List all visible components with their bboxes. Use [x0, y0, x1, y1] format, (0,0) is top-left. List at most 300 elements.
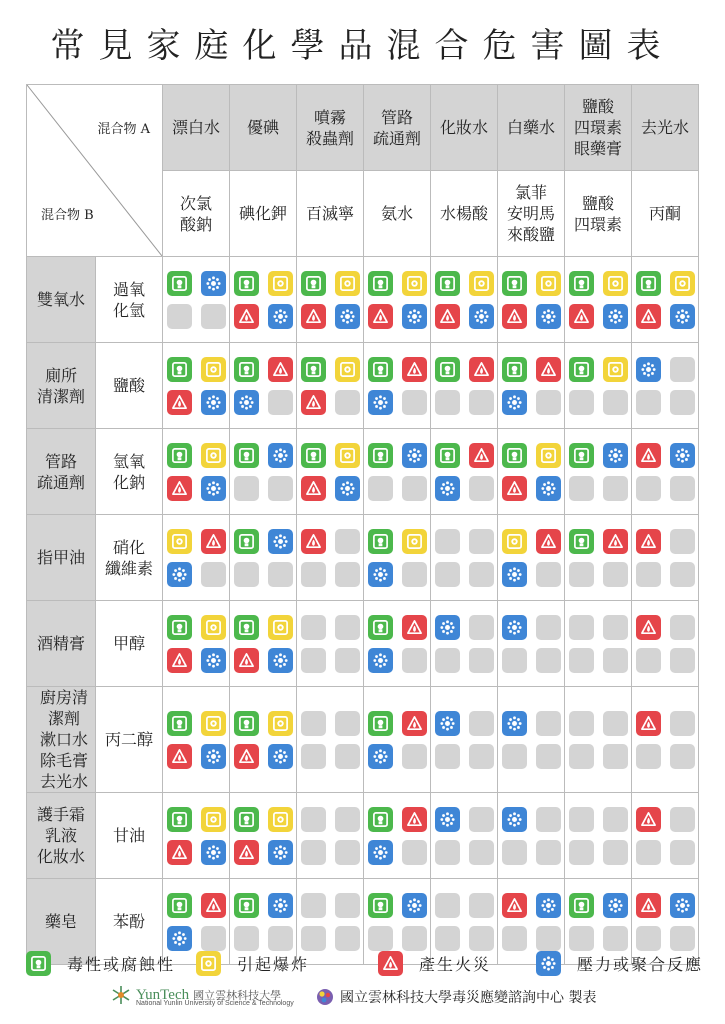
fire-icon: [402, 615, 427, 640]
column-product-2: [297, 85, 364, 171]
column-chemical-4: [431, 171, 498, 257]
toxic-icon: [569, 357, 594, 382]
fire-icon: [268, 357, 293, 382]
empty-slot: [435, 390, 460, 415]
row-product-5: [27, 687, 96, 793]
toxic-icon: [435, 443, 460, 468]
column-product-7: [632, 85, 699, 171]
hazard-cell: [230, 257, 297, 343]
empty-slot: [167, 304, 192, 329]
explosion-icon: [201, 711, 226, 736]
empty-slot: [636, 744, 661, 769]
empty-slot: [502, 926, 527, 951]
explosion-icon: [502, 529, 527, 554]
legend-item-explosion: [196, 951, 309, 976]
hazard-icon-group: [498, 893, 564, 951]
hazard-cell: [297, 429, 364, 515]
hazard-icon-group: [565, 357, 631, 415]
column-product-5-label: 白藥水: [506, 118, 555, 137]
column-product-0: [163, 85, 230, 171]
mixture-a-label: 混合物 A: [97, 122, 150, 137]
hazard-cell: [498, 515, 565, 601]
hazard-icon-group: [498, 711, 564, 769]
pressure-icon: [636, 357, 661, 382]
hazard-cell: [565, 793, 632, 879]
empty-slot: [670, 840, 695, 865]
row-product-4: [27, 601, 96, 687]
column-chemical-4-label: 水楊酸: [439, 204, 488, 223]
column-product-6: [565, 85, 632, 171]
toxic-icon: [569, 271, 594, 296]
empty-slot: [268, 926, 293, 951]
pressure-icon: [201, 648, 226, 673]
empty-slot: [335, 529, 360, 554]
yuntech-emblem-icon: [110, 984, 132, 1006]
hazard-cell: [297, 793, 364, 879]
empty-slot: [335, 562, 360, 587]
empty-slot: [536, 840, 561, 865]
empty-slot: [670, 807, 695, 832]
table-row: [27, 687, 699, 793]
empty-slot: [670, 562, 695, 587]
empty-slot: [603, 840, 628, 865]
empty-slot: [502, 648, 527, 673]
diagonal-divider: [27, 85, 162, 256]
fire-icon: [435, 304, 460, 329]
toxic-icon: [26, 951, 51, 976]
pressure-icon: [402, 443, 427, 468]
empty-slot: [469, 711, 494, 736]
hazard-cell: [431, 793, 498, 879]
empty-slot: [502, 744, 527, 769]
hazard-icon-group: [498, 807, 564, 865]
hazard-icon-group: [163, 893, 229, 951]
yuntech-name: 國立雲林科技大學: [193, 989, 282, 1002]
hazard-cell: [431, 257, 498, 343]
empty-slot: [636, 562, 661, 587]
row-chemical-1-label: 鹽酸: [112, 376, 145, 395]
hazard-cell: [498, 343, 565, 429]
hazard-cell: [230, 793, 297, 879]
hazard-icon-group: [297, 807, 363, 865]
empty-slot: [536, 807, 561, 832]
hazard-table: [26, 84, 699, 965]
empty-slot: [335, 648, 360, 673]
hazard-cell: [230, 601, 297, 687]
empty-slot: [335, 840, 360, 865]
hazard-cell: [498, 601, 565, 687]
row-chemical-0-label: 過氧 化氫: [112, 279, 145, 320]
toxic-icon: [435, 357, 460, 382]
fire-icon: [636, 615, 661, 640]
hazard-icon-group: [230, 357, 296, 415]
hazard-cell: [364, 687, 431, 793]
column-chemical-3-label: 氨水: [380, 204, 413, 223]
column-product-2-label: 噴霧 殺蟲劑: [305, 107, 354, 148]
hazard-icon-group: [431, 529, 497, 587]
legend-label: 壓力或聚合反應: [577, 955, 704, 974]
empty-slot: [402, 648, 427, 673]
empty-slot: [536, 615, 561, 640]
hazard-icon-group: [297, 271, 363, 329]
empty-slot: [301, 893, 326, 918]
column-product-0-label: 漂白水: [171, 118, 220, 137]
toxic-icon: [502, 357, 527, 382]
toxic-icon: [435, 271, 460, 296]
empty-slot: [402, 476, 427, 501]
hazard-cell: [163, 793, 230, 879]
empty-slot: [301, 926, 326, 951]
fire-icon: [167, 744, 192, 769]
center-credit: [316, 987, 596, 1007]
hazard-icon-group: [565, 893, 631, 951]
hazard-icon-group: [230, 807, 296, 865]
empty-slot: [636, 476, 661, 501]
hazard-icon-group: [632, 443, 698, 501]
empty-slot: [234, 476, 259, 501]
empty-slot: [301, 807, 326, 832]
explosion-icon: [196, 951, 221, 976]
fire-icon: [603, 529, 628, 554]
hazard-cell: [498, 257, 565, 343]
hazard-icon-group: [364, 271, 430, 329]
pressure-icon: [536, 304, 561, 329]
pressure-icon: [502, 711, 527, 736]
page-title: 常見家庭化學品混合危害圖表: [50, 26, 675, 66]
hazard-icon-group: [565, 271, 631, 329]
toxic-icon: [234, 807, 259, 832]
fire-icon: [636, 443, 661, 468]
pressure-icon: [435, 476, 460, 501]
toxic-icon: [569, 529, 594, 554]
pressure-icon: [167, 562, 192, 587]
empty-slot: [603, 648, 628, 673]
fire-icon: [234, 840, 259, 865]
hazard-cell: [632, 257, 699, 343]
hazard-cell: [364, 343, 431, 429]
empty-slot: [670, 648, 695, 673]
hazard-icon-group: [498, 357, 564, 415]
fire-icon: [636, 304, 661, 329]
empty-slot: [335, 615, 360, 640]
fire-icon: [636, 807, 661, 832]
pressure-icon: [167, 926, 192, 951]
toxic-icon: [636, 271, 661, 296]
explosion-icon: [536, 443, 561, 468]
empty-slot: [569, 807, 594, 832]
hazard-cell: [163, 601, 230, 687]
row-product-6: [27, 793, 96, 879]
row-product-6-label: 護手霜 乳液 化妝水: [36, 805, 85, 866]
hazard-icon-group: [163, 529, 229, 587]
pressure-icon: [335, 304, 360, 329]
hazard-icon-group: [632, 271, 698, 329]
legend: [26, 951, 706, 977]
table-row: [27, 793, 699, 879]
empty-slot: [469, 529, 494, 554]
empty-slot: [670, 615, 695, 640]
pressure-icon: [502, 807, 527, 832]
fire-icon: [402, 357, 427, 382]
hazard-cell: [230, 515, 297, 601]
empty-slot: [569, 562, 594, 587]
legend-label: 產生火災: [419, 955, 492, 974]
empty-slot: [670, 711, 695, 736]
hazard-icon-group: [632, 529, 698, 587]
empty-slot: [603, 562, 628, 587]
column-chemical-0-label: 次氯 酸鈉: [179, 193, 212, 234]
hazard-cell: [297, 601, 364, 687]
column-chemical-5: [498, 171, 565, 257]
table-row: [27, 601, 699, 687]
row-product-3: [27, 515, 96, 601]
hazard-icon-group: [364, 357, 430, 415]
hazard-icon-group: [230, 893, 296, 951]
hazard-cell: [364, 257, 431, 343]
hazard-icon-group: [230, 711, 296, 769]
toxic-icon: [167, 615, 192, 640]
hazard-cell: [431, 515, 498, 601]
row-chemical-5: [96, 687, 163, 793]
column-product-1: [230, 85, 297, 171]
toxic-icon: [167, 807, 192, 832]
yuntech-english: National Yunlin University of Science & Technology: [136, 1000, 294, 1007]
hazard-cell: [431, 687, 498, 793]
explosion-icon: [268, 615, 293, 640]
fire-icon: [234, 648, 259, 673]
empty-slot: [636, 648, 661, 673]
empty-slot: [301, 562, 326, 587]
empty-slot: [569, 711, 594, 736]
pressure-icon: [335, 476, 360, 501]
hazard-icon-group: [431, 711, 497, 769]
toxic-icon: [569, 443, 594, 468]
empty-slot: [435, 648, 460, 673]
column-product-3-label: 管路 疏通劑: [372, 107, 421, 148]
empty-slot: [569, 390, 594, 415]
hazard-cell: [565, 515, 632, 601]
empty-slot: [536, 926, 561, 951]
pressure-icon: [268, 648, 293, 673]
row-product-0: [27, 257, 96, 343]
fire-icon: [234, 744, 259, 769]
pressure-icon: [402, 893, 427, 918]
pressure-icon: [670, 443, 695, 468]
empty-slot: [569, 648, 594, 673]
hazard-cell: [230, 687, 297, 793]
toxic-icon: [301, 271, 326, 296]
pressure-icon: [603, 893, 628, 918]
legend-item-toxic: [26, 951, 175, 976]
toxic-icon: [368, 711, 393, 736]
empty-slot: [536, 711, 561, 736]
row-chemical-5-label: 丙二醇: [104, 730, 153, 749]
row-product-2: [27, 429, 96, 515]
hazard-icon-group: [565, 443, 631, 501]
fire-icon: [569, 304, 594, 329]
pressure-icon: [670, 304, 695, 329]
hazard-icon-group: [565, 807, 631, 865]
empty-slot: [402, 840, 427, 865]
pressure-icon: [603, 304, 628, 329]
hazard-cell: [565, 257, 632, 343]
hazard-icon-group: [498, 529, 564, 587]
pressure-icon: [502, 615, 527, 640]
empty-slot: [268, 476, 293, 501]
row-chemical-4-label: 甲醇: [112, 634, 145, 653]
hazard-icon-group: [163, 271, 229, 329]
column-chemical-0: [163, 171, 230, 257]
hazard-cell: [632, 343, 699, 429]
hazard-icon-group: [163, 807, 229, 865]
empty-slot: [569, 476, 594, 501]
empty-slot: [268, 390, 293, 415]
empty-slot: [301, 615, 326, 640]
explosion-icon: [268, 711, 293, 736]
pressure-icon: [201, 840, 226, 865]
pressure-icon: [536, 893, 561, 918]
yuntech-logo: [110, 984, 294, 1007]
toxic-icon: [368, 893, 393, 918]
empty-slot: [469, 390, 494, 415]
column-chemical-1: [230, 171, 297, 257]
pressure-icon: [268, 840, 293, 865]
column-product-7-label: 去光水: [640, 118, 689, 137]
empty-slot: [670, 390, 695, 415]
hazard-icon-group: [498, 615, 564, 673]
empty-slot: [201, 562, 226, 587]
empty-slot: [636, 840, 661, 865]
row-product-7-label: 藥皂: [44, 912, 77, 931]
hazard-icon-group: [297, 615, 363, 673]
hazard-cell: [498, 687, 565, 793]
empty-slot: [502, 840, 527, 865]
hazard-cell: [297, 687, 364, 793]
hazard-icon-group: [364, 615, 430, 673]
row-chemical-7-label: 苯酚: [112, 912, 145, 931]
empty-slot: [569, 615, 594, 640]
pressure-icon: [536, 951, 561, 976]
hazard-cell: [431, 343, 498, 429]
pressure-icon: [368, 744, 393, 769]
hazard-cell: [565, 343, 632, 429]
hazard-cell: [498, 429, 565, 515]
empty-slot: [435, 744, 460, 769]
hazard-icon-group: [230, 443, 296, 501]
empty-slot: [603, 807, 628, 832]
table-row: [27, 343, 699, 429]
hazard-icon-group: [431, 615, 497, 673]
empty-slot: [268, 562, 293, 587]
toxic-icon: [502, 443, 527, 468]
fire-icon: [402, 711, 427, 736]
hazard-icon-group: [431, 357, 497, 415]
pressure-icon: [268, 893, 293, 918]
row-chemical-3-label: 硝化 纖維素: [104, 537, 153, 578]
explosion-icon: [335, 357, 360, 382]
empty-slot: [435, 529, 460, 554]
toxic-icon: [234, 711, 259, 736]
fire-icon: [167, 390, 192, 415]
hazard-icon-group: [431, 443, 497, 501]
empty-slot: [670, 357, 695, 382]
hazard-icon-group: [364, 529, 430, 587]
empty-slot: [301, 648, 326, 673]
toxic-icon: [368, 807, 393, 832]
empty-slot: [201, 926, 226, 951]
fire-icon: [469, 357, 494, 382]
hazard-cell: [364, 429, 431, 515]
toxic-icon: [234, 443, 259, 468]
hazard-cell: [230, 429, 297, 515]
legend-label: 毒性或腐蝕性: [67, 955, 176, 974]
hazard-cell: [364, 793, 431, 879]
hazard-icon-group: [498, 443, 564, 501]
fire-icon: [301, 529, 326, 554]
column-chemical-6-label: 鹽酸 四環素: [573, 193, 622, 234]
toxic-icon: [301, 443, 326, 468]
fire-icon: [234, 304, 259, 329]
empty-slot: [670, 744, 695, 769]
empty-slot: [301, 711, 326, 736]
explosion-icon: [335, 443, 360, 468]
pressure-icon: [268, 529, 293, 554]
empty-slot: [603, 926, 628, 951]
table-row: [27, 257, 699, 343]
empty-slot: [435, 840, 460, 865]
fire-icon: [301, 476, 326, 501]
toxic-icon: [234, 271, 259, 296]
explosion-icon: [167, 529, 192, 554]
row-product-3-label: 指甲油: [36, 548, 85, 567]
pressure-icon: [368, 648, 393, 673]
table-row: [27, 515, 699, 601]
empty-slot: [536, 390, 561, 415]
pressure-icon: [435, 711, 460, 736]
fire-icon: [636, 529, 661, 554]
empty-slot: [670, 926, 695, 951]
column-product-1-label: 優碘: [246, 118, 279, 137]
hazard-icon-group: [364, 443, 430, 501]
empty-slot: [469, 615, 494, 640]
toxic-icon: [569, 893, 594, 918]
column-product-3: [364, 85, 431, 171]
hazard-icon-group: [364, 893, 430, 951]
empty-slot: [603, 711, 628, 736]
hazard-cell: [431, 429, 498, 515]
toxic-icon: [167, 711, 192, 736]
hazard-icon-group: [163, 615, 229, 673]
fire-icon: [502, 893, 527, 918]
hazard-cell: [632, 429, 699, 515]
fire-icon: [201, 529, 226, 554]
toxic-icon: [167, 893, 192, 918]
empty-slot: [435, 562, 460, 587]
hazard-cell: [565, 601, 632, 687]
empty-slot: [402, 390, 427, 415]
column-chemical-7: [632, 171, 699, 257]
hazard-icon-group: [565, 615, 631, 673]
fire-icon: [402, 807, 427, 832]
explosion-icon: [201, 615, 226, 640]
corner-header: [27, 85, 163, 257]
hazard-cell: [632, 515, 699, 601]
row-product-1: [27, 343, 96, 429]
toxic-icon: [502, 271, 527, 296]
yuntech-brand: YunTech: [136, 986, 190, 1003]
fire-icon: [167, 476, 192, 501]
empty-slot: [201, 304, 226, 329]
